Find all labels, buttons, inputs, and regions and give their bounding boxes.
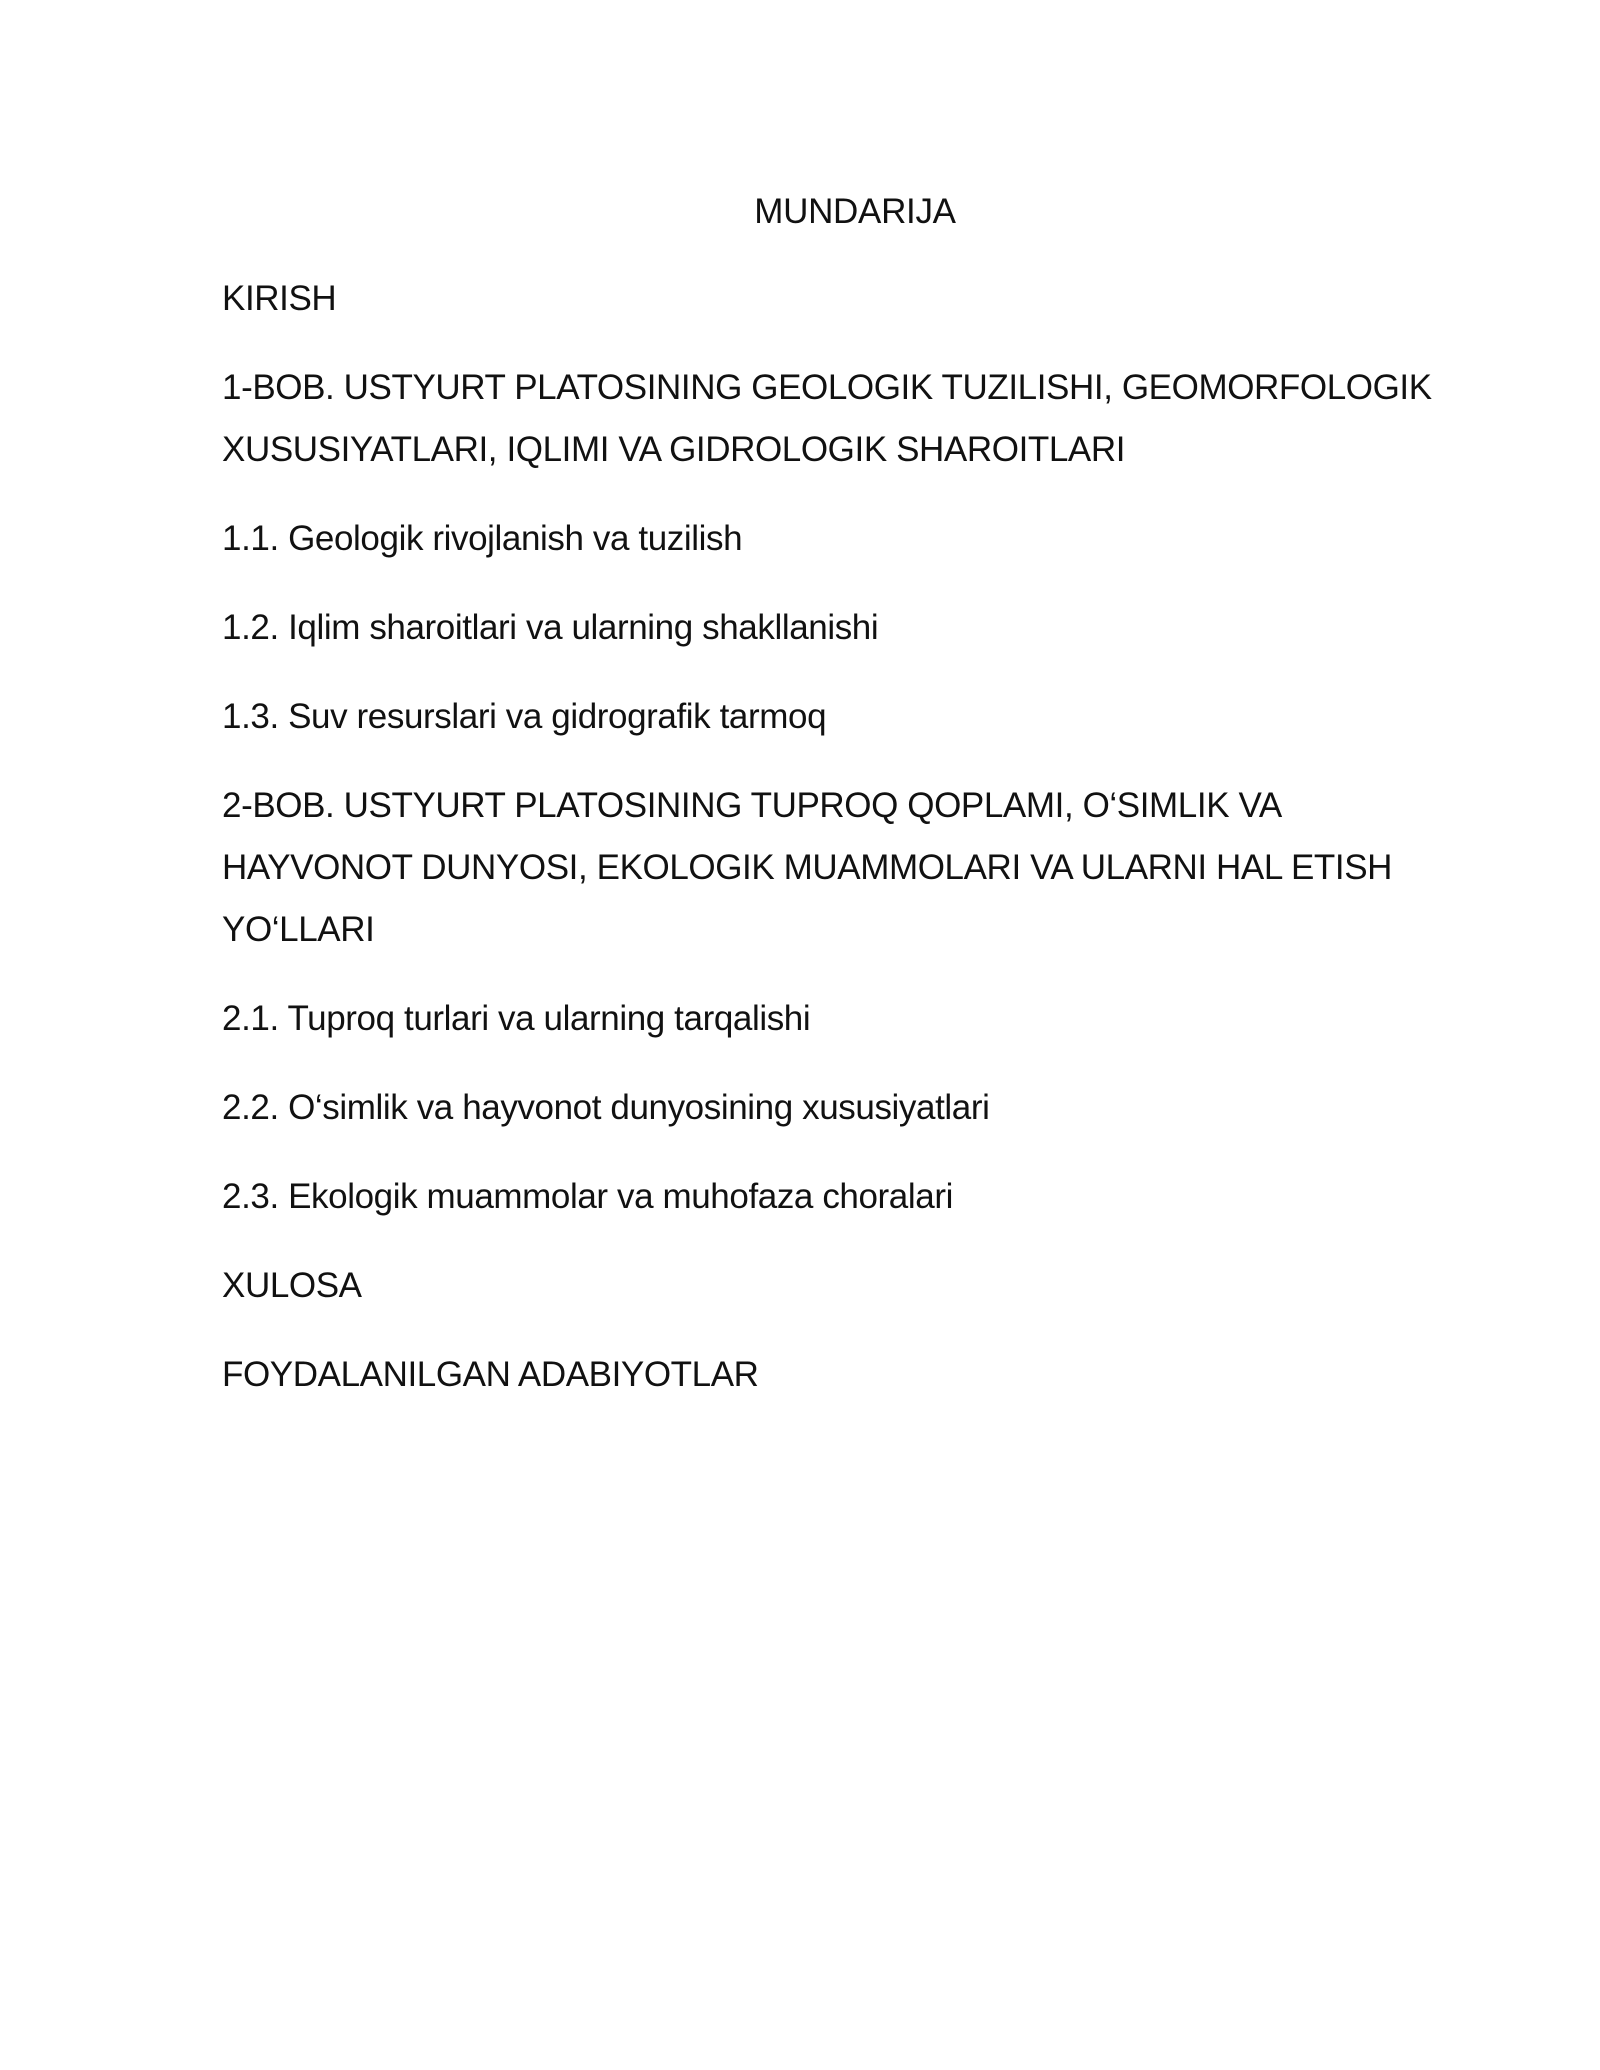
toc-entry-chapter-2: 2-BOB. USTYURT PLATOSINING TUPROQ QOPLAMI, O‘SIMLIK VA HAYVONOT DUNYOSI, EKOLOGIK MUAMMOLARI VA ULARNI HAL ETISH YO‘LLARI — [222, 786, 1393, 949]
toc-entry-1-1: 1.1. Geologik rivojlanish va tuzilish — [222, 519, 743, 558]
toc-entry-2-1: 2.1. Tuproq turlari va ularning tarqalishi — [222, 999, 811, 1038]
toc-entry-chapter-1: 1-BOB. USTYURT PLATOSINING GEOLOGIK TUZILISHI, GEOMORFOLOGIK XUSUSIYATLARI, IQLIMI VA GIDROLOGIK SHAROITLARI — [222, 368, 1432, 469]
toc-entry-xulosa: XULOSA — [222, 1266, 362, 1305]
table-of-contents — [222, 268, 1452, 1433]
toc-entry-kirish: KIRISH — [222, 279, 337, 318]
toc-entry-2-2: 2.2. O‘simlik va hayvonot dunyosining xususiyatlari — [222, 1088, 990, 1127]
toc-entry-references: FOYDALANILGAN ADABIYOTLAR — [222, 1355, 759, 1394]
toc-entry-1-3: 1.3. Suv resurslari va gidrografik tarmoq — [222, 697, 827, 736]
toc-entry-1-2: 1.2. Iqlim sharoitlari va ularning shakllanishi — [222, 608, 879, 647]
toc-entry-2-3: 2.3. Ekologik muammolar va muhofaza choralari — [222, 1177, 953, 1216]
page-title: MUNDARIJA — [754, 192, 956, 231]
